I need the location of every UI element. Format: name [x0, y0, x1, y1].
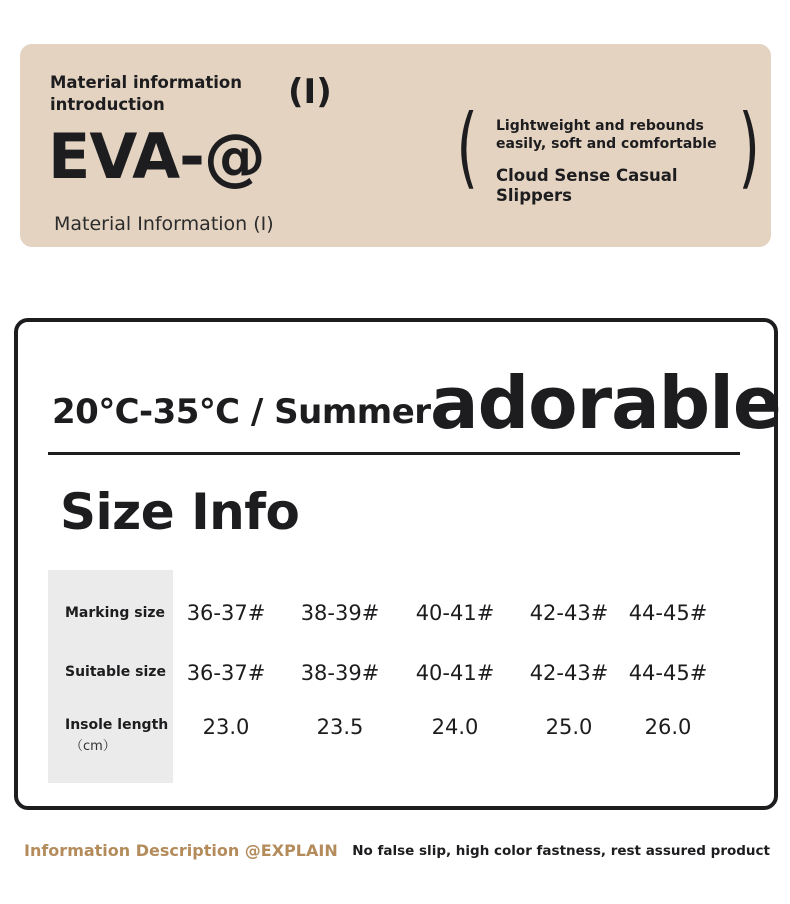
table-cell: 38-39#	[300, 601, 380, 625]
table-cell: 42-43#	[529, 601, 609, 625]
product-name: Cloud Sense Casual Slippers	[496, 166, 678, 205]
left-bracket: (	[456, 95, 478, 198]
table-cell: 42-43#	[529, 661, 609, 685]
table-cell: 25.0	[545, 715, 593, 739]
table-cell: 36-37#	[186, 601, 266, 625]
table-cell: 23.0	[202, 715, 250, 739]
material-banner	[20, 44, 771, 247]
information-description-label: Information Description @EXPLAIN	[24, 841, 338, 860]
table-cell: 23.5	[316, 715, 364, 739]
material-headline: EVA-@	[48, 120, 265, 193]
divider	[48, 452, 740, 455]
section-numeral: (I)	[288, 72, 332, 112]
size-info-card	[14, 318, 781, 810]
table-cell: 36-37#	[186, 661, 266, 685]
table-cell: 26.0	[644, 715, 692, 739]
material-intro-label: Material information introduction	[50, 73, 242, 114]
row-label-marking-size: Marking size	[65, 605, 166, 621]
row-label-suitable-size: Suitable size	[65, 664, 166, 680]
insole-length-unit: （cm）	[70, 739, 116, 754]
row-label-insole-length: Insole length	[65, 717, 169, 733]
material-subheadline: Material Information (I)	[54, 213, 274, 235]
product-assurance-note: No false slip, high color fastness, rest assured product	[352, 843, 770, 859]
tagline: adorable	[430, 361, 781, 445]
table-cell: 40-41#	[415, 601, 495, 625]
table-cell: 24.0	[431, 715, 479, 739]
right-bracket: )	[738, 95, 760, 198]
table-cell: 44-45#	[628, 661, 708, 685]
size-info-title: Size Info	[60, 483, 300, 541]
feature-description: Lightweight and rebounds easily, soft and comfortable	[496, 118, 717, 152]
table-cell: 40-41#	[415, 661, 495, 685]
table-cell: 44-45#	[628, 601, 708, 625]
temperature-season-label: 20℃-35℃ / Summer	[52, 392, 431, 432]
table-cell: 38-39#	[300, 661, 380, 685]
